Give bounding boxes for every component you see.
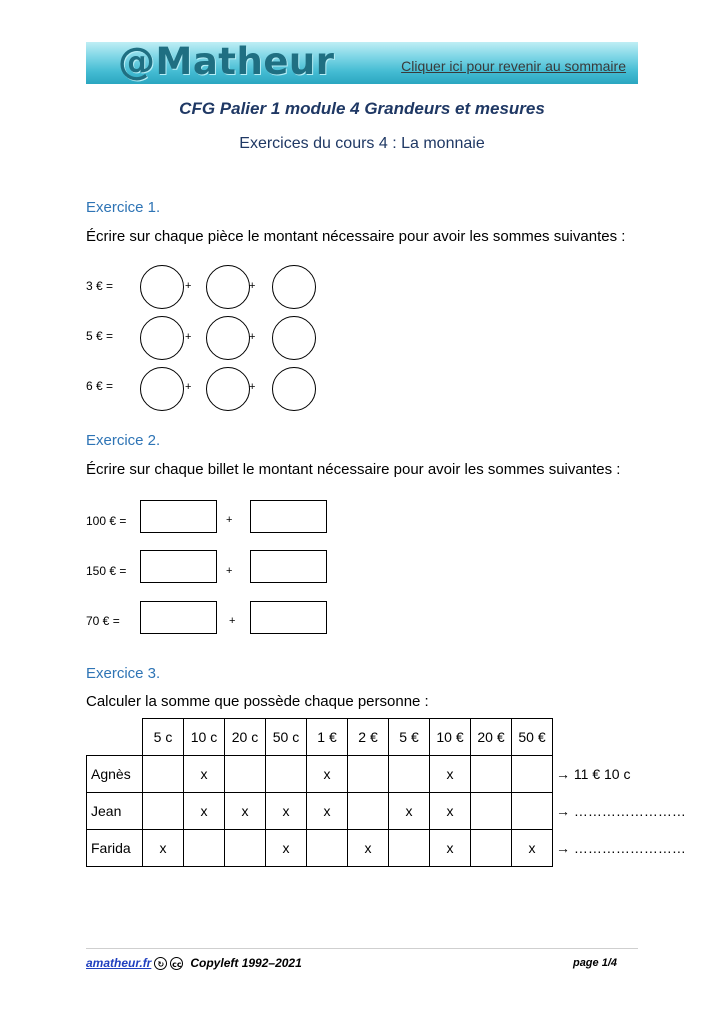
plus-sign: +: [229, 615, 236, 627]
footer-divider: [86, 948, 638, 949]
table-cell: x: [184, 793, 225, 830]
column-header: 20 c: [225, 719, 266, 756]
table-cell: [307, 830, 348, 867]
table-cell: x: [307, 756, 348, 793]
column-header: 1 €: [307, 719, 348, 756]
exercise-2-heading: Exercice 2.: [86, 432, 161, 449]
copyleft-text: Copyleft 1992–2021: [190, 956, 302, 970]
table-cell: [143, 793, 184, 830]
table-cell: [348, 793, 389, 830]
table-cell: [184, 830, 225, 867]
table-cell: x: [307, 793, 348, 830]
table-cell: x: [512, 830, 553, 867]
exercise-2-row-label: 150 € =: [86, 564, 127, 578]
plus-sign: +: [185, 381, 192, 393]
table-cell: [471, 756, 512, 793]
table-cell: x: [143, 830, 184, 867]
table-cell: [143, 756, 184, 793]
table-row: [87, 756, 553, 793]
coin-blank[interactable]: [140, 316, 184, 360]
table-cell: x: [430, 756, 471, 793]
plus-sign: +: [185, 280, 192, 292]
column-header: 5 €: [389, 719, 430, 756]
coin-blank[interactable]: [206, 265, 250, 309]
exercise-1-row-label: 6 € =: [86, 379, 114, 393]
table-cell: [389, 756, 430, 793]
column-header: 20 €: [471, 719, 512, 756]
row-result: → 11 € 10 c: [556, 766, 631, 782]
exercise-3-heading: Exercice 3.: [86, 665, 161, 682]
person-name: Agnès: [87, 756, 143, 793]
table-corner-cell: [87, 719, 143, 756]
exercise-2-instruction: Écrire sur chaque billet le montant nécessaire pour avoir les sommes suivantes :: [86, 461, 621, 478]
exercise-2-row-label: 70 € =: [86, 614, 120, 628]
plus-sign: +: [226, 565, 233, 577]
bill-blank[interactable]: [140, 500, 217, 533]
back-to-summary-link[interactable]: Cliquer ici pour revenir au sommaire: [401, 58, 626, 74]
table-row: [87, 793, 553, 830]
column-header: 50 €: [512, 719, 553, 756]
person-name: Jean: [87, 793, 143, 830]
coin-blank[interactable]: [272, 265, 316, 309]
header-banner: [86, 42, 638, 84]
document-title: CFG Palier 1 module 4 Grandeurs et mesures: [179, 99, 545, 118]
plus-sign: +: [249, 381, 256, 393]
table-cell: [225, 756, 266, 793]
table-cell: x: [266, 793, 307, 830]
exercise-1-row-label: 5 € =: [86, 329, 114, 343]
bill-blank[interactable]: [140, 601, 217, 634]
bill-blank[interactable]: [250, 500, 327, 533]
table-cell: x: [348, 830, 389, 867]
table-cell: [266, 756, 307, 793]
table-cell: x: [430, 830, 471, 867]
bill-blank[interactable]: [140, 550, 217, 583]
exercise-1-instruction: Écrire sur chaque pièce le montant nécessaire pour avoir les sommes suivantes :: [86, 228, 626, 245]
column-header: 10 €: [430, 719, 471, 756]
table-cell: [389, 830, 430, 867]
table-cell: x: [184, 756, 225, 793]
site-logo: @Matheur: [118, 42, 335, 83]
money-table: [86, 718, 553, 867]
person-name: Farida: [87, 830, 143, 867]
coin-blank[interactable]: [206, 316, 250, 360]
site-link[interactable]: amatheur.fr: [86, 956, 152, 970]
bill-blank[interactable]: [250, 601, 327, 634]
column-header: 50 c: [266, 719, 307, 756]
row-result[interactable]: → ……………………: [556, 803, 686, 819]
table-cell: x: [389, 793, 430, 830]
exercise-2-row-label: 100 € =: [86, 514, 127, 528]
exercise-1-row-label: 3 € =: [86, 279, 114, 293]
column-header: 2 €: [348, 719, 389, 756]
table-cell: [225, 830, 266, 867]
plus-sign: +: [185, 331, 192, 343]
coin-blank[interactable]: [140, 367, 184, 411]
page-number: page 1/4: [572, 957, 617, 969]
column-header: 5 c: [143, 719, 184, 756]
cc-by-icon: ↻: [154, 957, 167, 970]
table-header-row: [87, 719, 553, 756]
table-cell: [512, 756, 553, 793]
table-cell: x: [266, 830, 307, 867]
table-cell: [348, 756, 389, 793]
table-cell: [471, 830, 512, 867]
table-cell: x: [430, 793, 471, 830]
coin-blank[interactable]: [140, 265, 184, 309]
plus-sign: +: [249, 280, 256, 292]
table-cell: [512, 793, 553, 830]
cc-icon: cc: [170, 957, 183, 970]
document-subtitle: Exercices du cours 4 : La monnaie: [239, 135, 485, 152]
coin-blank[interactable]: [272, 316, 316, 360]
table-row: [87, 830, 553, 867]
table-cell: [471, 793, 512, 830]
bill-blank[interactable]: [250, 550, 327, 583]
exercise-1-heading: Exercice 1.: [86, 199, 161, 216]
table-cell: x: [225, 793, 266, 830]
plus-sign: +: [226, 514, 233, 526]
exercise-3-instruction: Calculer la somme que possède chaque personne :: [86, 693, 429, 710]
plus-sign: +: [249, 331, 256, 343]
coin-blank[interactable]: [272, 367, 316, 411]
coin-blank[interactable]: [206, 367, 250, 411]
column-header: 10 c: [184, 719, 225, 756]
row-result[interactable]: → ……………………: [556, 840, 686, 856]
footer-left: [86, 956, 302, 970]
